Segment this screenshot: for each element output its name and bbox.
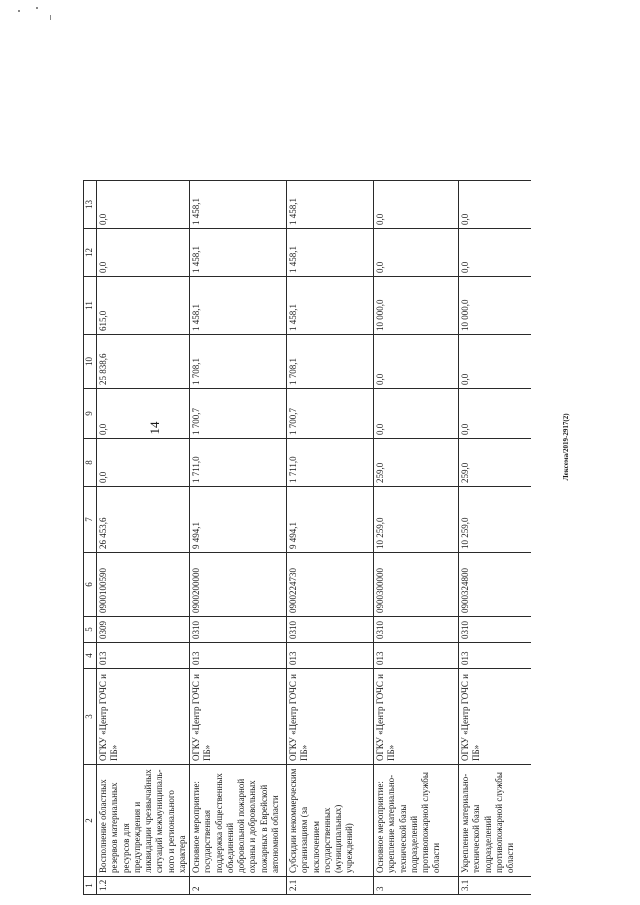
page-number: 14: [147, 421, 162, 435]
grbs-code: 013: [374, 643, 459, 669]
rzpr-code: 0310: [374, 617, 459, 643]
executor: ОГКУ «Центр ГОЧС и ПБ»: [459, 669, 532, 765]
grbs-code: 013: [190, 643, 287, 669]
value-col-13: 0,0: [459, 181, 532, 229]
csr-code: 0900300000: [374, 553, 459, 617]
csr-code: 0900100590: [97, 553, 190, 617]
rzpr-code: 0310: [190, 617, 287, 643]
table-row: [374, 35, 459, 895]
value-col-12: 1 458,1: [190, 229, 287, 277]
total-value: 10 259,0: [459, 487, 532, 553]
column-header: 12: [84, 229, 97, 277]
empty-margin-cell: [287, 35, 374, 181]
empty-margin-cell: [84, 35, 97, 181]
activity-name: Основное мероприятие: укрепление материально-технической базы подразделений противопожарной службы области: [374, 765, 459, 877]
column-header: 4: [84, 643, 97, 669]
value-col-13: 0,0: [97, 181, 190, 229]
row-number: 2: [190, 877, 287, 895]
row-number: 3.1: [459, 877, 532, 895]
activity-name: Восполнение областных резервов материальных ресурсов для предупреждения и ликвидации чрезвычайных ситуаций межмуниципаль-ного и регионального характера: [97, 765, 190, 877]
rzpr-code: 0310: [459, 617, 532, 643]
value-col-10: 0,0: [459, 335, 532, 389]
column-header: 9: [84, 389, 97, 439]
value-col-10: 0,0: [374, 335, 459, 389]
column-header: 8: [84, 439, 97, 487]
activity-name: Основное мероприятие: государственная поддержка общественных объединений добровольной пожарной охраны и добровольных пожарных в Еврейской автономной области: [190, 765, 287, 877]
value-col-11: 615,0: [97, 277, 190, 335]
value-col-9: 1 700,7: [190, 389, 287, 439]
column-header: 2: [84, 765, 97, 877]
empty-margin-cell: [190, 35, 287, 181]
scan-speck: [50, 15, 51, 20]
row-number: 1.2: [97, 877, 190, 895]
empty-margin-cell: [459, 35, 532, 181]
value-col-10: 1 708,1: [287, 335, 374, 389]
value-col-13: 0,0: [374, 181, 459, 229]
column-header: 11: [84, 277, 97, 335]
value-col-9: 1 700,7: [287, 389, 374, 439]
document-code: Лексема/2019-2917(2): [562, 413, 570, 481]
column-header: 13: [84, 181, 97, 229]
column-header: 6: [84, 553, 97, 617]
grbs-code: 013: [287, 643, 374, 669]
csr-code: 0900200000: [190, 553, 287, 617]
column-header: 1: [84, 877, 97, 895]
total-value: 9 494,1: [190, 487, 287, 553]
table-row: [459, 35, 532, 895]
empty-margin-cell: [97, 35, 190, 181]
activity-name: Субсидии некоммерческим организациям (за исключением государственных (муниципальных) учреждений): [287, 765, 374, 877]
scan-speck: [18, 10, 20, 12]
executor: ОГКУ «Центр ГОЧС и ПБ»: [374, 669, 459, 765]
grbs-code: 013: [97, 643, 190, 669]
table-row: [190, 35, 287, 895]
scan-speck: [36, 7, 38, 9]
total-value: 10 259,0: [374, 487, 459, 553]
value-col-10: 25 838,6: [97, 335, 190, 389]
table-row: [287, 35, 374, 895]
value-col-9: 0,0: [97, 389, 190, 439]
value-col-11: 10 000,0: [459, 277, 532, 335]
value-col-8: 1 711,0: [287, 439, 374, 487]
value-col-11: 10 000,0: [374, 277, 459, 335]
rzpr-code: 0310: [287, 617, 374, 643]
rzpr-code: 0309: [97, 617, 190, 643]
value-col-8: 259,0: [374, 439, 459, 487]
executor: ОГКУ «Центр ГОЧС и ПБ»: [97, 669, 190, 765]
executor: ОГКУ «Центр ГОЧС и ПБ»: [190, 669, 287, 765]
total-value: 9 494,1: [287, 487, 374, 553]
value-col-11: 1 458,1: [190, 277, 287, 335]
value-col-10: 1 708,1: [190, 335, 287, 389]
value-col-8: 0,0: [97, 439, 190, 487]
executor: ОГКУ «Центр ГОЧС и ПБ»: [287, 669, 374, 765]
table-header-row: [84, 35, 97, 895]
value-col-9: 0,0: [459, 389, 532, 439]
table-viewport: [83, 35, 531, 895]
activity-name: Укрепление материально-технической базы подразделений противопожарной службы области: [459, 765, 532, 877]
value-col-13: 1 458,1: [190, 181, 287, 229]
value-col-12: 0,0: [459, 229, 532, 277]
value-col-12: 1 458,1: [287, 229, 374, 277]
total-value: 26 453,6: [97, 487, 190, 553]
value-col-12: 0,0: [374, 229, 459, 277]
value-col-9: 0,0: [374, 389, 459, 439]
empty-margin-cell: [374, 35, 459, 181]
value-col-11: 1 458,1: [287, 277, 374, 335]
column-header: 5: [84, 617, 97, 643]
table-row: [97, 35, 190, 895]
value-col-13: 1 458,1: [287, 181, 374, 229]
csr-code: 0900224730: [287, 553, 374, 617]
grbs-code: 013: [459, 643, 532, 669]
csr-code: 0900324800: [459, 553, 532, 617]
value-col-8: 259,0: [459, 439, 532, 487]
column-header: 10: [84, 335, 97, 389]
value-col-8: 1 711,0: [190, 439, 287, 487]
budget-table: [83, 35, 531, 895]
column-header: 3: [84, 669, 97, 765]
value-col-12: 0,0: [97, 229, 190, 277]
row-number: 2.1: [287, 877, 374, 895]
row-number: 3: [374, 877, 459, 895]
column-header: 7: [84, 487, 97, 553]
